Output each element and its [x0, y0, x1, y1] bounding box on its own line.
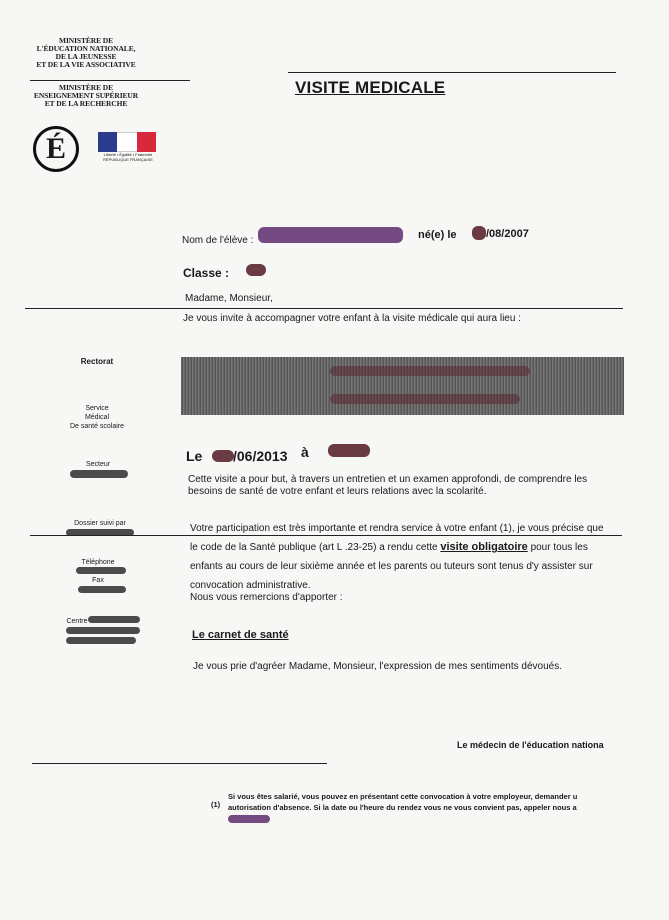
- redacted-centre: [66, 627, 140, 634]
- ministry-line: ENSEIGNEMENT SUPÉRIEUR: [33, 91, 139, 100]
- redacted-phone-number: [228, 815, 270, 823]
- ministry-higher-ed-header: [30, 84, 142, 108]
- sidebar-centre: Centre: [66, 618, 88, 625]
- paragraph-line: besoins de santé de votre enfant et leurs relations avec la scolarité.: [188, 486, 487, 497]
- rf-motto-line: Liberté • Égalité • Fraternité: [103, 152, 153, 157]
- birth-date: /08/2007: [486, 228, 529, 240]
- redacted-fax: [78, 586, 126, 593]
- student-name-label: Nom de l'élève :: [182, 235, 254, 246]
- sidebar-rectorat: Rectorat: [80, 357, 114, 366]
- signature-label: Le médecin de l'éducation nationa: [457, 740, 604, 750]
- redacted-secteur: [70, 470, 128, 478]
- redacted-telephone: [76, 567, 126, 574]
- ministry-line: ET DE LA RECHERCHE: [44, 99, 128, 108]
- header-divider: [30, 80, 190, 81]
- visit-date: /06/2013: [233, 448, 288, 464]
- ministry-education-header: [30, 37, 142, 69]
- birth-label: né(e) le: [418, 229, 457, 241]
- redacted-time: [328, 444, 370, 457]
- sidebar-fax: Fax: [92, 577, 104, 584]
- paragraph-line: enfants au cours de leur sixième année et les parents ou tuteurs sont tenus d'y assister sur: [190, 561, 593, 572]
- health-record-item: Le carnet de santé: [192, 629, 289, 641]
- rf-blue-band: [98, 132, 117, 152]
- closing-formula: Je vous prie d'agréer Madame, Monsieur, l'expression de mes sentiments dévoués.: [193, 661, 563, 672]
- redacted-class: [246, 264, 266, 276]
- republique-francaise-logo: [98, 132, 156, 152]
- invite-text: Je vous invite à accompagner votre enfant à la visite médicale qui aura lieu :: [183, 313, 521, 324]
- salutation: Madame, Monsieur,: [185, 293, 273, 304]
- redacted-student-name: [258, 227, 403, 243]
- ministry-line: ET DE LA VIE ASSOCIATIVE: [36, 60, 136, 69]
- class-label: Classe :: [183, 266, 230, 280]
- rf-motto: [97, 152, 159, 162]
- time-at-label: à: [301, 444, 309, 460]
- redacted-birth-day: [472, 226, 486, 240]
- paragraph-line: convocation administrative.: [190, 580, 311, 591]
- sidebar-telephone: Téléphone: [81, 559, 115, 566]
- fold-line-top: [25, 308, 623, 309]
- sidebar-service-line: Médical: [84, 414, 110, 421]
- paragraph-line: Cette visite a pour but, à travers un entretien et un examen approfondi, de comprendre les: [188, 474, 588, 485]
- page-title: VISITE MEDICALE: [295, 78, 446, 97]
- sidebar-service: [55, 404, 139, 431]
- sidebar-service-line: De santé scolaire: [69, 423, 125, 430]
- title-rule: [288, 72, 616, 73]
- sidebar-service-line: Service: [85, 405, 109, 412]
- ministry-line: MINISTÈRE DE: [58, 36, 114, 45]
- sidebar-dossier: Dossier suivi par: [74, 520, 126, 527]
- rf-red-band: [137, 132, 156, 152]
- footnote-text: [228, 791, 628, 813]
- fold-line-bottom: [32, 763, 327, 764]
- paragraph-line: Votre participation est très importante et rendra service à votre enfant (1), je vous précise que: [190, 523, 604, 534]
- mandatory-visit-emphasis: visite obligatoire: [440, 541, 528, 553]
- paragraph-segment: le code de la Santé publique (art L .23-25) a rendu cette: [190, 542, 438, 553]
- date-prefix: Le: [186, 448, 203, 464]
- paragraph-bring: Nous vous remercions d'apporter :: [190, 592, 343, 603]
- paragraph-line: [190, 538, 630, 557]
- education-nationale-logo: É: [33, 126, 79, 172]
- rf-white-band: [117, 132, 136, 152]
- redacted-centre: [66, 637, 136, 644]
- ministry-line: L'ÉDUCATION NATIONALE,: [36, 44, 136, 53]
- sidebar-secteur: Secteur: [85, 461, 111, 468]
- redacted-location-line: [330, 366, 530, 376]
- redacted-centre: [88, 616, 140, 623]
- paragraph-purpose: [188, 474, 628, 498]
- ministry-line: DE LA JEUNESSE: [55, 52, 117, 61]
- ministry-line: MINISTÈRE DE: [58, 83, 114, 92]
- redacted-location-line: [330, 394, 520, 404]
- redacted-day: [212, 450, 234, 462]
- paragraph-segment: pour tous les: [530, 542, 588, 553]
- paragraph-obligation: [190, 519, 630, 595]
- rf-motto-line: RÉPUBLIQUE FRANÇAISE: [103, 157, 153, 162]
- footnote-line: autorisation d'absence. Si la date ou l'heure du rendez vous ne vous convient pas, appeler nous a: [228, 803, 577, 812]
- footnote-marker: (1): [211, 800, 221, 809]
- footnote-line: Si vous êtes salarié, vous pouvez en présentant cette convocation à votre employeur, demander u: [228, 792, 578, 801]
